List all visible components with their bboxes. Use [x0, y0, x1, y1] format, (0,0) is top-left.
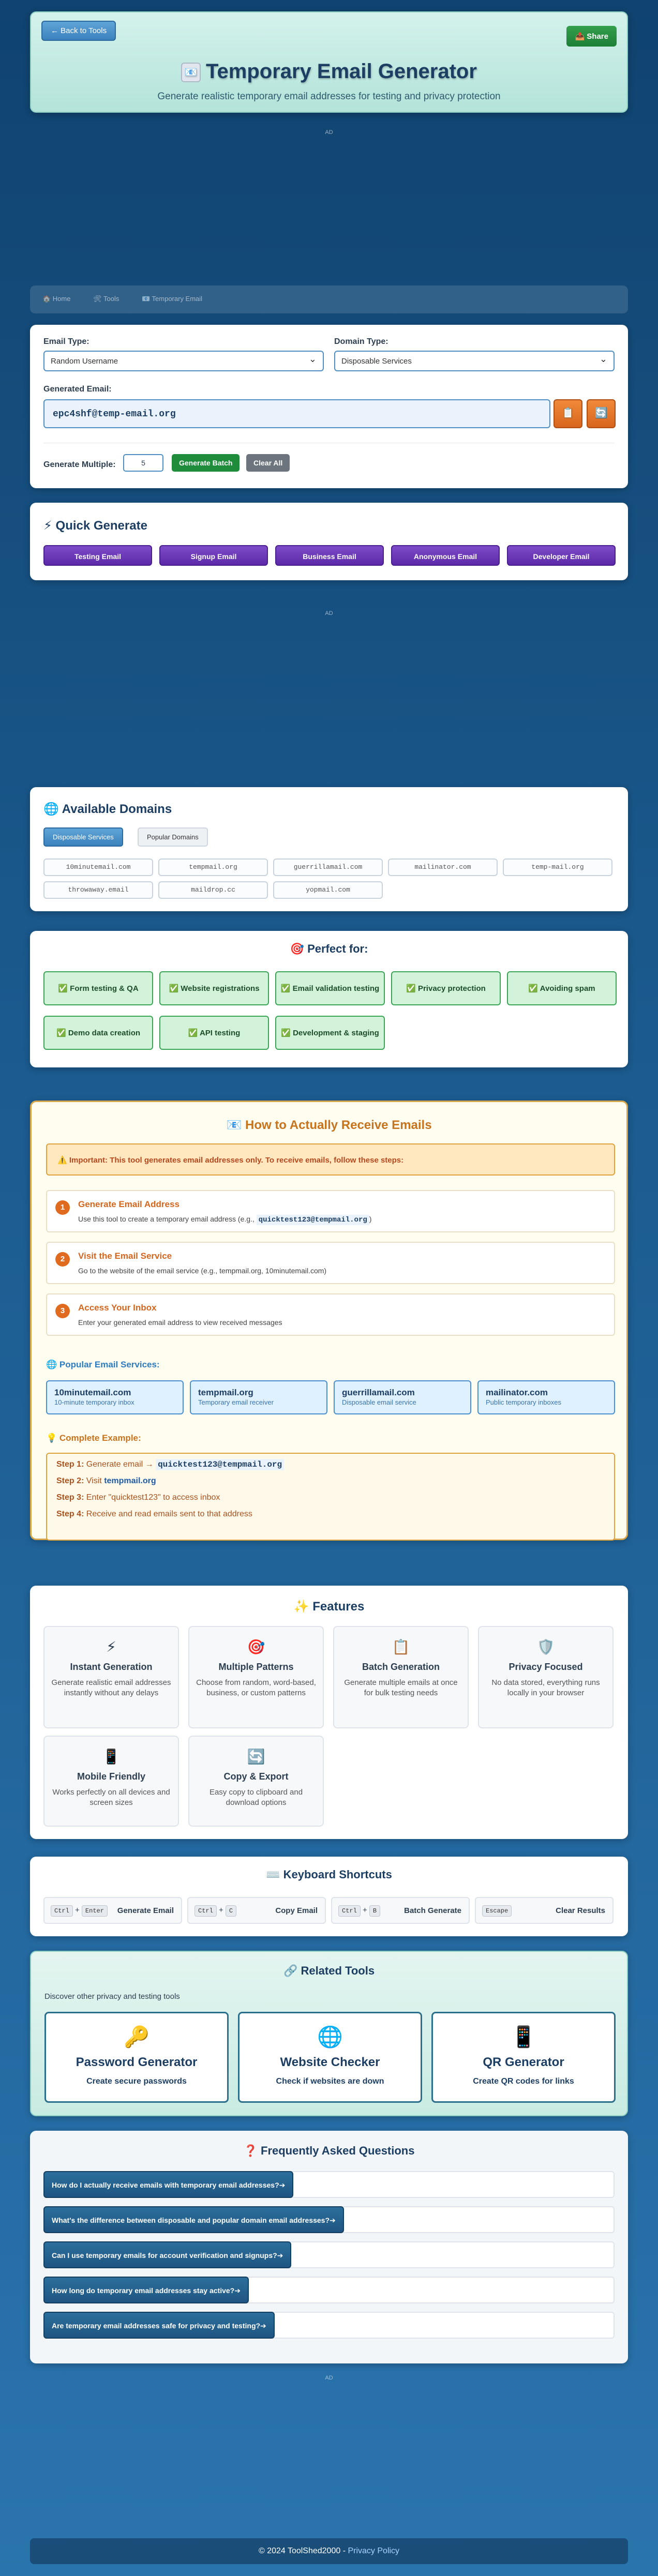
service-card[interactable]: guerrillamail.com Disposable email service [334, 1380, 471, 1414]
step-description: Enter your generated email address to view received messages [78, 1318, 282, 1327]
step-3 [46, 1293, 615, 1336]
related-tool-card[interactable]: 🌐 Website Checker Check if websites are down [238, 2012, 422, 2103]
step-title: Access Your Inbox [78, 1303, 157, 1313]
breadcrumb-home[interactable]: 🏠 Home [42, 295, 71, 303]
feature-card: 🔄 Copy & Export Easy copy to clipboard and download options [188, 1736, 324, 1827]
use-case-item: ✅ Avoiding spam [507, 971, 617, 1005]
regenerate-button[interactable] [587, 399, 616, 428]
faq-item[interactable]: How do I actually receive emails with temporary email addresses?➔ [43, 2171, 615, 2198]
ad-label: AD [325, 129, 333, 135]
use-case-item: ✅ Website registrations [159, 971, 269, 1005]
example-step: Step 4: Receive and read emails sent to that address [56, 1510, 252, 1518]
step-title: Visit the Email Service [78, 1251, 172, 1261]
perfect-for-panel [30, 931, 628, 1067]
faq-item[interactable]: Are temporary email addresses safe for privacy and testing?➔ [43, 2312, 615, 2339]
domain-item[interactable]: yopmail.com [273, 881, 383, 899]
use-case-item: ✅ Email validation testing [275, 971, 385, 1005]
step-number: 3 [55, 1304, 70, 1318]
key-icon: 🔑 [124, 2026, 149, 2048]
faq-panel [30, 2131, 628, 2363]
clipboard-icon: 📋 [392, 1639, 410, 1655]
target-icon: 🎯 [247, 1639, 265, 1655]
domain-item[interactable]: guerrillamail.com [273, 858, 383, 876]
shortcut-item: Ctrl + Enter Generate Email [43, 1897, 182, 1924]
generate-batch-button[interactable]: Generate Batch [172, 454, 240, 472]
domain-item[interactable]: 10minutemail.com [43, 858, 153, 876]
example-step: Step 3: Enter "quicktest123" to access inbox [56, 1493, 220, 1502]
generator-panel [30, 325, 628, 488]
domain-item[interactable]: tempmail.org [158, 858, 268, 876]
shortcuts-title: ⌨️ Keyboard Shortcuts [266, 1868, 392, 1881]
popular-services-title: 🌐 Popular Email Services: [46, 1360, 160, 1369]
generated-email-field[interactable]: epc4shf@temp-email.org [43, 399, 550, 428]
privacy-policy-link[interactable]: Privacy Policy [348, 2547, 400, 2555]
domain-item[interactable]: mailinator.com [388, 858, 498, 876]
shortcut-item: Ctrl + C Copy Email [187, 1897, 326, 1924]
generate-multiple-label: Generate Multiple: [43, 460, 116, 469]
step-title: Generate Email Address [78, 1199, 180, 1209]
perfect-for-title: 🎯 Perfect for: [290, 942, 368, 955]
breadcrumb [30, 285, 628, 313]
related-tools-subtitle: Discover other privacy and testing tools [44, 1992, 180, 2001]
features-panel [30, 1586, 628, 1839]
signup-email-button[interactable]: Signup Email [159, 545, 268, 566]
step-number: 2 [55, 1252, 70, 1267]
faq-item[interactable]: How long do temporary email addresses stay active?➔ [43, 2277, 615, 2303]
related-tools-title: 🔗 Related Tools [283, 1964, 375, 1977]
step-2 [46, 1242, 615, 1284]
ad-label: AD [325, 610, 333, 616]
clipboard-icon: 📋 [561, 408, 575, 419]
mobile-icon: 📱 [511, 2026, 536, 2048]
domain-type-select[interactable]: Disposable Services ⌄ [334, 351, 615, 371]
email-type-select[interactable]: Random Username ⌄ [43, 351, 324, 371]
ad-label: AD [325, 2375, 333, 2381]
shield-icon: 🛡️ [536, 1639, 555, 1655]
footer: © 2024 ToolShed2000 - Privacy Policy [30, 2538, 628, 2564]
domain-item[interactable]: maildrop.cc [158, 881, 268, 899]
keyboard-shortcuts-panel [30, 1857, 628, 1936]
faq-item[interactable]: What's the difference between disposable and popular domain email addresses?➔ [43, 2206, 615, 2233]
use-case-item: ✅ Privacy protection [391, 971, 501, 1005]
breadcrumb-tools[interactable]: 🛠 Tools [93, 295, 119, 303]
lightning-icon: ⚡ [106, 1639, 116, 1655]
business-email-button[interactable]: Business Email [275, 545, 384, 566]
use-case-item: ✅ API testing [159, 1016, 269, 1050]
how-to-receive-title: 📧 How to Actually Receive Emails [226, 1118, 432, 1132]
example-step: Step 2: Visit tempmail.org [56, 1477, 156, 1485]
example-step: Step 1: Generate email → quicktest123@tempmail.org [56, 1460, 605, 1469]
page-title: 📧 Temporary Email Generator [31, 60, 627, 83]
tab-popular-domains[interactable]: Popular Domains [138, 827, 208, 847]
page-header [30, 11, 628, 113]
related-tool-card[interactable]: 🔑 Password Generator Create secure passwords [44, 2012, 229, 2103]
how-to-receive-panel [30, 1101, 628, 1540]
page-subtitle: Generate realistic temporary email addresses for testing and privacy protection [157, 91, 501, 102]
refresh-icon: 🔄 [247, 1749, 265, 1765]
step-description: Go to the website of the email service (e.g., tempmail.org, 10minutemail.com) [78, 1267, 327, 1275]
domain-item[interactable]: throwaway.email [43, 881, 153, 899]
quantity-input[interactable]: 5 [123, 454, 163, 472]
related-tool-card[interactable]: 📱 QR Generator Create QR codes for links [431, 2012, 616, 2103]
faq-title: ❓ Frequently Asked Questions [243, 2144, 415, 2157]
breadcrumb-current: 📧 Temporary Email [141, 295, 203, 303]
testing-email-button[interactable]: Testing Email [43, 545, 152, 566]
service-card[interactable]: 10minutemail.com 10-minute temporary inbox [46, 1380, 184, 1414]
mobile-icon: 📱 [102, 1749, 121, 1765]
related-tools-panel [30, 1951, 628, 2116]
step-1 [46, 1190, 615, 1232]
use-case-item: ✅ Development & staging [275, 1016, 385, 1050]
email-type-label: Email Type: [43, 337, 89, 346]
example-box [46, 1453, 615, 1541]
domain-item[interactable]: temp-mail.org [503, 858, 612, 876]
service-card[interactable]: tempmail.org Temporary email receiver [190, 1380, 327, 1414]
back-to-tools-button[interactable]: ← Back to Tools [41, 21, 116, 41]
generated-email-label: Generated Email: [43, 385, 112, 394]
envelope-icon: 📧 [181, 63, 201, 82]
anonymous-email-button[interactable]: Anonymous Email [391, 545, 500, 566]
quick-generate-title: ⚡ Quick Generate [43, 519, 147, 533]
available-domains-panel [30, 787, 628, 911]
copy-button[interactable] [554, 399, 582, 428]
share-button[interactable]: 📤 Share [566, 26, 617, 47]
use-case-item: ✅ Form testing & QA [43, 971, 153, 1005]
use-case-item: ✅ Demo data creation [43, 1016, 153, 1050]
service-card[interactable]: mailinator.com Public temporary inboxes [477, 1380, 615, 1414]
available-domains-title: 🌐 Available Domains [43, 802, 172, 816]
important-warning: ⚠️ Important: This tool generates email addresses only. To receive emails, follow these steps: [46, 1143, 615, 1176]
features-title: ✨ Features [293, 1600, 365, 1614]
feature-card: 📱 Mobile Friendly Works perfectly on all devices and screen sizes [43, 1736, 179, 1827]
feature-card: 🎯 Multiple Patterns Choose from random, word-based, business, or custom patterns [188, 1626, 324, 1728]
shortcut-item: Escape Clear Results [475, 1897, 614, 1924]
clear-all-button[interactable]: Clear All [246, 454, 290, 472]
domain-type-label: Domain Type: [334, 337, 388, 346]
tab-disposable-services[interactable]: Disposable Services [43, 827, 123, 847]
feature-card: 📋 Batch Generation Generate multiple emails at once for bulk testing needs [333, 1626, 469, 1728]
faq-item[interactable]: Can I use temporary emails for account verification and signups?➔ [43, 2241, 615, 2268]
feature-card: ⚡ Instant Generation Generate realistic email addresses instantly without any delays [43, 1626, 179, 1728]
step-number: 1 [55, 1200, 70, 1215]
developer-email-button[interactable]: Developer Email [507, 545, 616, 566]
quick-generate-panel [30, 503, 628, 580]
shortcut-item: Ctrl + B Batch Generate [331, 1897, 470, 1924]
refresh-icon: 🔄 [594, 408, 608, 419]
example-title: 💡 Complete Example: [46, 1433, 141, 1443]
step-description: Use this tool to create a temporary email address (e.g., quicktest123@tempmail.org ) [78, 1215, 372, 1224]
feature-card: 🛡️ Privacy Focused No data stored, everything runs locally in your browser [478, 1626, 614, 1728]
globe-icon: 🌐 [317, 2026, 343, 2048]
